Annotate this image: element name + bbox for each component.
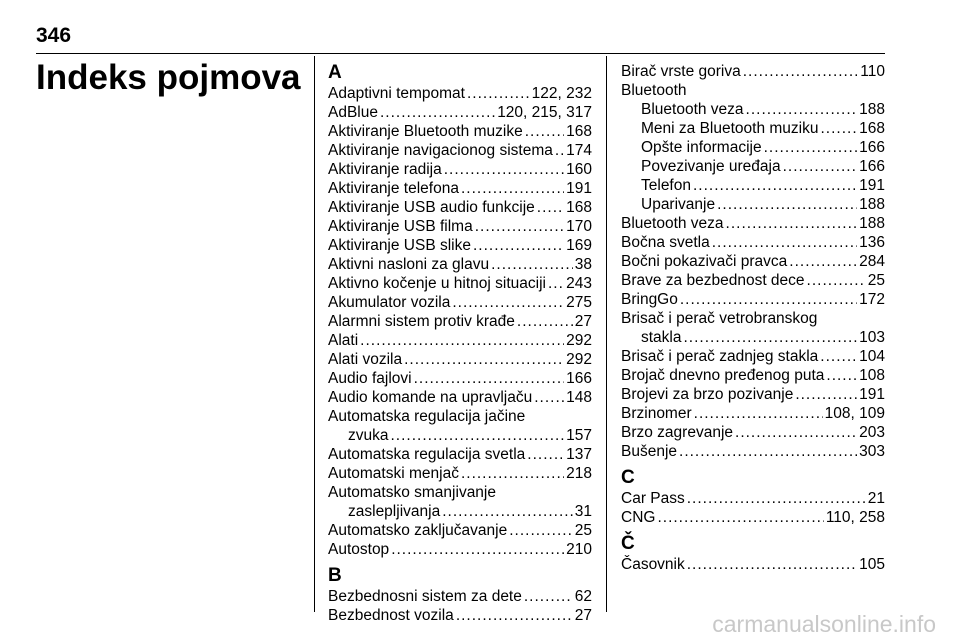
- index-entry-line: [621, 271, 885, 290]
- index-entry-line: [328, 255, 592, 274]
- index-subentry-line: [621, 138, 885, 157]
- entry-label: Opšte informacije: [641, 139, 762, 156]
- index-entry-line: [328, 331, 592, 350]
- index-entry: [328, 407, 592, 445]
- entry-pages: 25: [867, 272, 885, 289]
- index-letter-heading: Č: [621, 533, 635, 554]
- index-entry-line: [328, 388, 592, 407]
- entry-pages: 166: [566, 370, 592, 387]
- index-entry: [621, 195, 885, 214]
- index-entry: [621, 271, 885, 290]
- index-entry: [328, 179, 592, 198]
- dot-leader: [524, 587, 573, 606]
- dot-leader: [517, 312, 573, 331]
- index-entry: [621, 233, 885, 252]
- entry-pages: 191: [566, 180, 592, 197]
- dot-leader: [679, 442, 857, 461]
- entry-pages: 168: [859, 120, 885, 137]
- dot-leader: [746, 100, 858, 119]
- index-entry: [621, 555, 885, 574]
- index-entry: [328, 331, 592, 350]
- index-entry-line: [621, 489, 885, 508]
- index-entry: [328, 255, 592, 274]
- entry-pages: 148: [566, 389, 592, 406]
- index-entry: [328, 445, 592, 464]
- entry-pages: 191: [859, 177, 885, 194]
- entry-label: BringGo: [621, 291, 678, 308]
- entry-pages: 27: [574, 607, 592, 624]
- index-column-2: [621, 62, 885, 574]
- column-divider-left: [314, 56, 315, 612]
- index-entry-line: [328, 606, 592, 625]
- index-entry: [328, 388, 592, 407]
- index-entry-line: [328, 179, 592, 198]
- dot-leader: [509, 521, 573, 540]
- entry-label: zaslepljivanja: [348, 503, 441, 520]
- index-entry: [328, 483, 592, 521]
- dot-leader: [826, 366, 857, 385]
- index-entry-line: [328, 236, 592, 255]
- index-subentry-line: [328, 426, 592, 445]
- entry-pages: 191: [859, 386, 885, 403]
- index-entry-line: [328, 160, 592, 179]
- index-entry-line: [621, 62, 885, 81]
- index-entry-line: [621, 423, 885, 442]
- index-column-1: [328, 62, 592, 625]
- index-entry-line: [621, 252, 885, 271]
- entry-label: Povezivanje uređaja: [641, 158, 781, 175]
- dot-leader: [820, 119, 857, 138]
- entry-pages: 137: [566, 446, 592, 463]
- entry-pages: 170: [566, 218, 592, 235]
- index-entry: [328, 587, 592, 606]
- entry-pages: 303: [859, 443, 885, 460]
- index-entry-line: [621, 442, 885, 461]
- index-entry-line: [621, 508, 885, 527]
- entry-pages: 243: [566, 275, 592, 292]
- dot-leader: [527, 445, 564, 464]
- entry-label: Birač vrste goriva: [621, 63, 741, 80]
- entry-label: Aktiviranje USB filma: [328, 218, 473, 235]
- entry-label: Brave za bezbednost dece: [621, 272, 805, 289]
- entry-label: Brisač i perač vetrobranskog: [621, 310, 818, 327]
- entry-label: Automatski menjač: [328, 465, 459, 482]
- index-entry: [621, 404, 885, 423]
- index-subentry-line: [621, 195, 885, 214]
- index-entry-line: [621, 233, 885, 252]
- dot-leader: [525, 122, 564, 141]
- entry-pages: 136: [859, 234, 885, 251]
- dot-leader: [684, 328, 858, 347]
- page-number: 346: [36, 24, 72, 47]
- entry-label: Akumulator vozila: [328, 294, 451, 311]
- index-letter-heading: A: [328, 62, 342, 83]
- dot-leader: [456, 606, 573, 625]
- entry-pages: 38: [574, 256, 592, 273]
- dot-leader: [442, 502, 573, 521]
- index-entry: [621, 214, 885, 233]
- entry-label: Aktiviranje Bluetooth muzike: [328, 123, 523, 140]
- entry-label: Audio fajlovi: [328, 370, 412, 387]
- entry-pages: 27: [574, 313, 592, 330]
- entry-pages: 188: [859, 101, 885, 118]
- entry-label: Časovnik: [621, 556, 685, 573]
- entry-label: Aktiviranje telefona: [328, 180, 459, 197]
- index-entry: [621, 119, 885, 138]
- entry-label: Adaptivni tempomat: [328, 85, 465, 102]
- watermark: carmanualsonline.info: [712, 611, 936, 637]
- index-entry-line: [328, 312, 592, 331]
- entry-pages: 122, 232: [531, 85, 592, 102]
- entry-label: Aktivni nasloni za glavu: [328, 256, 490, 273]
- entry-pages: 104: [859, 348, 885, 365]
- entry-label: zvuka: [348, 427, 389, 444]
- entry-label: Brzo zagrevanje: [621, 424, 734, 441]
- dot-leader: [548, 274, 564, 293]
- entry-label: Car Pass: [621, 490, 685, 507]
- index-entry: [328, 236, 592, 255]
- dot-leader: [764, 138, 858, 157]
- dot-leader: [783, 157, 858, 176]
- index-entry-line: [328, 141, 592, 160]
- index-entry: [328, 274, 592, 293]
- entry-label: Brojač dnevno pređenog puta: [621, 367, 825, 384]
- index-entry: [328, 160, 592, 179]
- index-entry: [621, 176, 885, 195]
- index-entry-line: [328, 464, 592, 483]
- entry-pages: 166: [859, 158, 885, 175]
- index-entry-line: [328, 369, 592, 388]
- entry-pages: 105: [859, 556, 885, 573]
- entry-label: Aktiviranje USB slike: [328, 237, 471, 254]
- index-entry: [328, 217, 592, 236]
- dot-leader: [680, 290, 857, 309]
- entry-pages: 292: [566, 332, 592, 349]
- dot-leader: [360, 331, 564, 350]
- entry-pages: 157: [566, 427, 592, 444]
- index-entry: [621, 309, 885, 347]
- index-entry-line: [328, 521, 592, 540]
- index-entry: [621, 489, 885, 508]
- entry-pages: 25: [574, 522, 592, 539]
- entry-pages: 172: [859, 291, 885, 308]
- dot-leader: [461, 179, 564, 198]
- dot-leader: [687, 555, 857, 574]
- index-title: Indeks pojmova: [36, 58, 301, 97]
- index-entry: [621, 347, 885, 366]
- entry-pages: 110, 258: [825, 509, 885, 526]
- entry-label: CNG: [621, 509, 656, 526]
- dot-leader: [473, 236, 564, 255]
- index-entry: [621, 157, 885, 176]
- entry-pages: 168: [566, 199, 592, 216]
- index-entry: [328, 198, 592, 217]
- index-entry: [621, 442, 885, 461]
- entry-label: Bušenje: [621, 443, 678, 460]
- entry-pages: 188: [859, 215, 885, 232]
- index-entry-line: [328, 350, 592, 369]
- dot-leader: [694, 404, 823, 423]
- index-entry-line: [621, 404, 885, 423]
- index-entry-line: [328, 540, 592, 559]
- entry-pages: 110: [860, 63, 885, 80]
- entry-pages: 62: [574, 588, 592, 605]
- index-entry-line: [328, 293, 592, 312]
- entry-label: Bezbednosni sistem za dete: [328, 588, 522, 605]
- index-entry: [621, 62, 885, 81]
- entry-label: Aktivno kočenje u hitnoj situaciji: [328, 275, 546, 292]
- entry-label: Uparivanje: [641, 196, 716, 213]
- dot-leader: [712, 233, 857, 252]
- entry-label: Automatska regulacija jačine: [328, 408, 526, 425]
- entry-label: Brojevi za brzo pozivanje: [621, 386, 794, 403]
- entry-label: Aktiviranje radija: [328, 161, 442, 178]
- entry-pages: 169: [566, 237, 592, 254]
- entry-pages: 160: [566, 161, 592, 178]
- entry-label: Alarmni sistem protiv krađe: [328, 313, 515, 330]
- entry-label: Automatsko zaključavanje: [328, 522, 508, 539]
- index-entry: [621, 385, 885, 404]
- column-divider-right: [606, 56, 607, 612]
- index-entry: [621, 81, 885, 100]
- entry-label: Alati: [328, 332, 359, 349]
- entry-pages: 203: [859, 424, 885, 441]
- index-subentry-line: [621, 119, 885, 138]
- index-entry: [621, 366, 885, 385]
- index-entry-line: [328, 198, 592, 217]
- index-letter-heading: C: [621, 467, 635, 488]
- entry-pages: 275: [566, 294, 592, 311]
- entry-pages: 174: [566, 142, 592, 159]
- index-entry: [328, 312, 592, 331]
- dot-leader: [687, 489, 866, 508]
- dot-leader: [380, 103, 495, 122]
- dot-leader: [555, 141, 564, 160]
- dot-leader: [717, 195, 857, 214]
- index-entry: [621, 138, 885, 157]
- index-entry: [328, 84, 592, 103]
- entry-label: Aktiviranje USB audio funkcije: [328, 199, 535, 216]
- dot-leader: [789, 252, 857, 271]
- index-entry: [328, 103, 592, 122]
- dot-leader: [452, 293, 564, 312]
- entry-label: Alati vozila: [328, 351, 403, 368]
- entry-label: Autostop: [328, 541, 390, 558]
- dot-leader: [467, 84, 530, 103]
- entry-pages: 284: [859, 253, 885, 270]
- index-entry-line: [328, 217, 592, 236]
- entry-pages: 188: [859, 196, 885, 213]
- dot-leader: [414, 369, 565, 388]
- index-entry-line: [328, 122, 592, 141]
- index-entry-line: [328, 587, 592, 606]
- entry-pages: 166: [859, 139, 885, 156]
- entry-pages: 120, 215, 317: [497, 104, 592, 121]
- index-entry-line: [328, 445, 592, 464]
- index-subentry-line: [621, 157, 885, 176]
- entry-pages: 103: [859, 329, 885, 346]
- header-rule: [36, 53, 885, 54]
- index-entry: [621, 423, 885, 442]
- index-entry-line: [621, 385, 885, 404]
- dot-leader: [475, 217, 564, 236]
- index-entry: [328, 293, 592, 312]
- index-entry-line: [621, 214, 885, 233]
- entry-label: Meni za Bluetooth muziku: [641, 120, 819, 137]
- dot-leader: [820, 347, 857, 366]
- entry-pages: 218: [566, 465, 592, 482]
- entry-label: Bezbednost vozila: [328, 607, 454, 624]
- dot-leader: [657, 508, 823, 527]
- index-entry-line: [621, 366, 885, 385]
- index-letter-heading: B: [328, 565, 342, 586]
- entry-label: Brzinomer: [621, 405, 692, 422]
- entry-label: Bočni pokazivači pravca: [621, 253, 788, 270]
- dot-leader: [743, 62, 859, 81]
- dot-leader: [444, 160, 564, 179]
- entry-label: Aktiviranje navigacionog sistema: [328, 142, 553, 159]
- dot-leader: [491, 255, 573, 274]
- index-entry-line: [621, 347, 885, 366]
- dot-leader: [726, 214, 858, 233]
- index-entry: [621, 290, 885, 309]
- index-entry: [621, 100, 885, 119]
- index-entry-line: [328, 274, 592, 293]
- index-subentry-line: [328, 502, 592, 521]
- index-entry: [328, 369, 592, 388]
- dot-leader: [693, 176, 857, 195]
- index-entry: [328, 521, 592, 540]
- index-entry-line: [328, 84, 592, 103]
- entry-label: AdBlue: [328, 104, 378, 121]
- entry-label: Bluetooth veza: [641, 101, 744, 118]
- entry-pages: 31: [574, 503, 592, 520]
- index-entry-line: [328, 103, 592, 122]
- entry-label: Audio komande na upravljaču: [328, 389, 533, 406]
- entry-pages: 168: [566, 123, 592, 140]
- entry-label: Telefon: [641, 177, 691, 194]
- dot-leader: [537, 198, 564, 217]
- index-entry: [328, 141, 592, 160]
- entry-label: Bluetooth veza: [621, 215, 724, 232]
- entry-pages: 108, 109: [824, 405, 885, 422]
- index-subentry-line: [621, 328, 885, 347]
- dot-leader: [404, 350, 564, 369]
- index-subentry-line: [621, 100, 885, 119]
- dot-leader: [795, 385, 857, 404]
- index-entry-line: [621, 555, 885, 574]
- index-entry: [328, 122, 592, 141]
- dot-leader: [391, 426, 565, 445]
- entry-pages: 292: [566, 351, 592, 368]
- index-entry: [621, 508, 885, 527]
- index-entry: [328, 464, 592, 483]
- entry-label: Bočna svetla: [621, 234, 710, 251]
- entry-label: stakla: [641, 329, 682, 346]
- dot-leader: [735, 423, 857, 442]
- entry-label: Bluetooth: [621, 82, 687, 99]
- entry-label: Automatska regulacija svetla: [328, 446, 526, 463]
- index-subentry-line: [621, 176, 885, 195]
- entry-pages: 108: [859, 367, 885, 384]
- entry-pages: 210: [566, 541, 592, 558]
- dot-leader: [534, 388, 564, 407]
- entry-label: Brisač i perač zadnjeg stakla: [621, 348, 819, 365]
- dot-leader: [807, 271, 866, 290]
- dot-leader: [461, 464, 564, 483]
- index-entry: [328, 540, 592, 559]
- entry-pages: 21: [867, 490, 885, 507]
- dot-leader: [391, 540, 564, 559]
- index-entry: [328, 606, 592, 625]
- index-entry: [621, 252, 885, 271]
- entry-label: Automatsko smanjivanje: [328, 484, 496, 501]
- index-entry: [328, 350, 592, 369]
- index-entry-line: [621, 290, 885, 309]
